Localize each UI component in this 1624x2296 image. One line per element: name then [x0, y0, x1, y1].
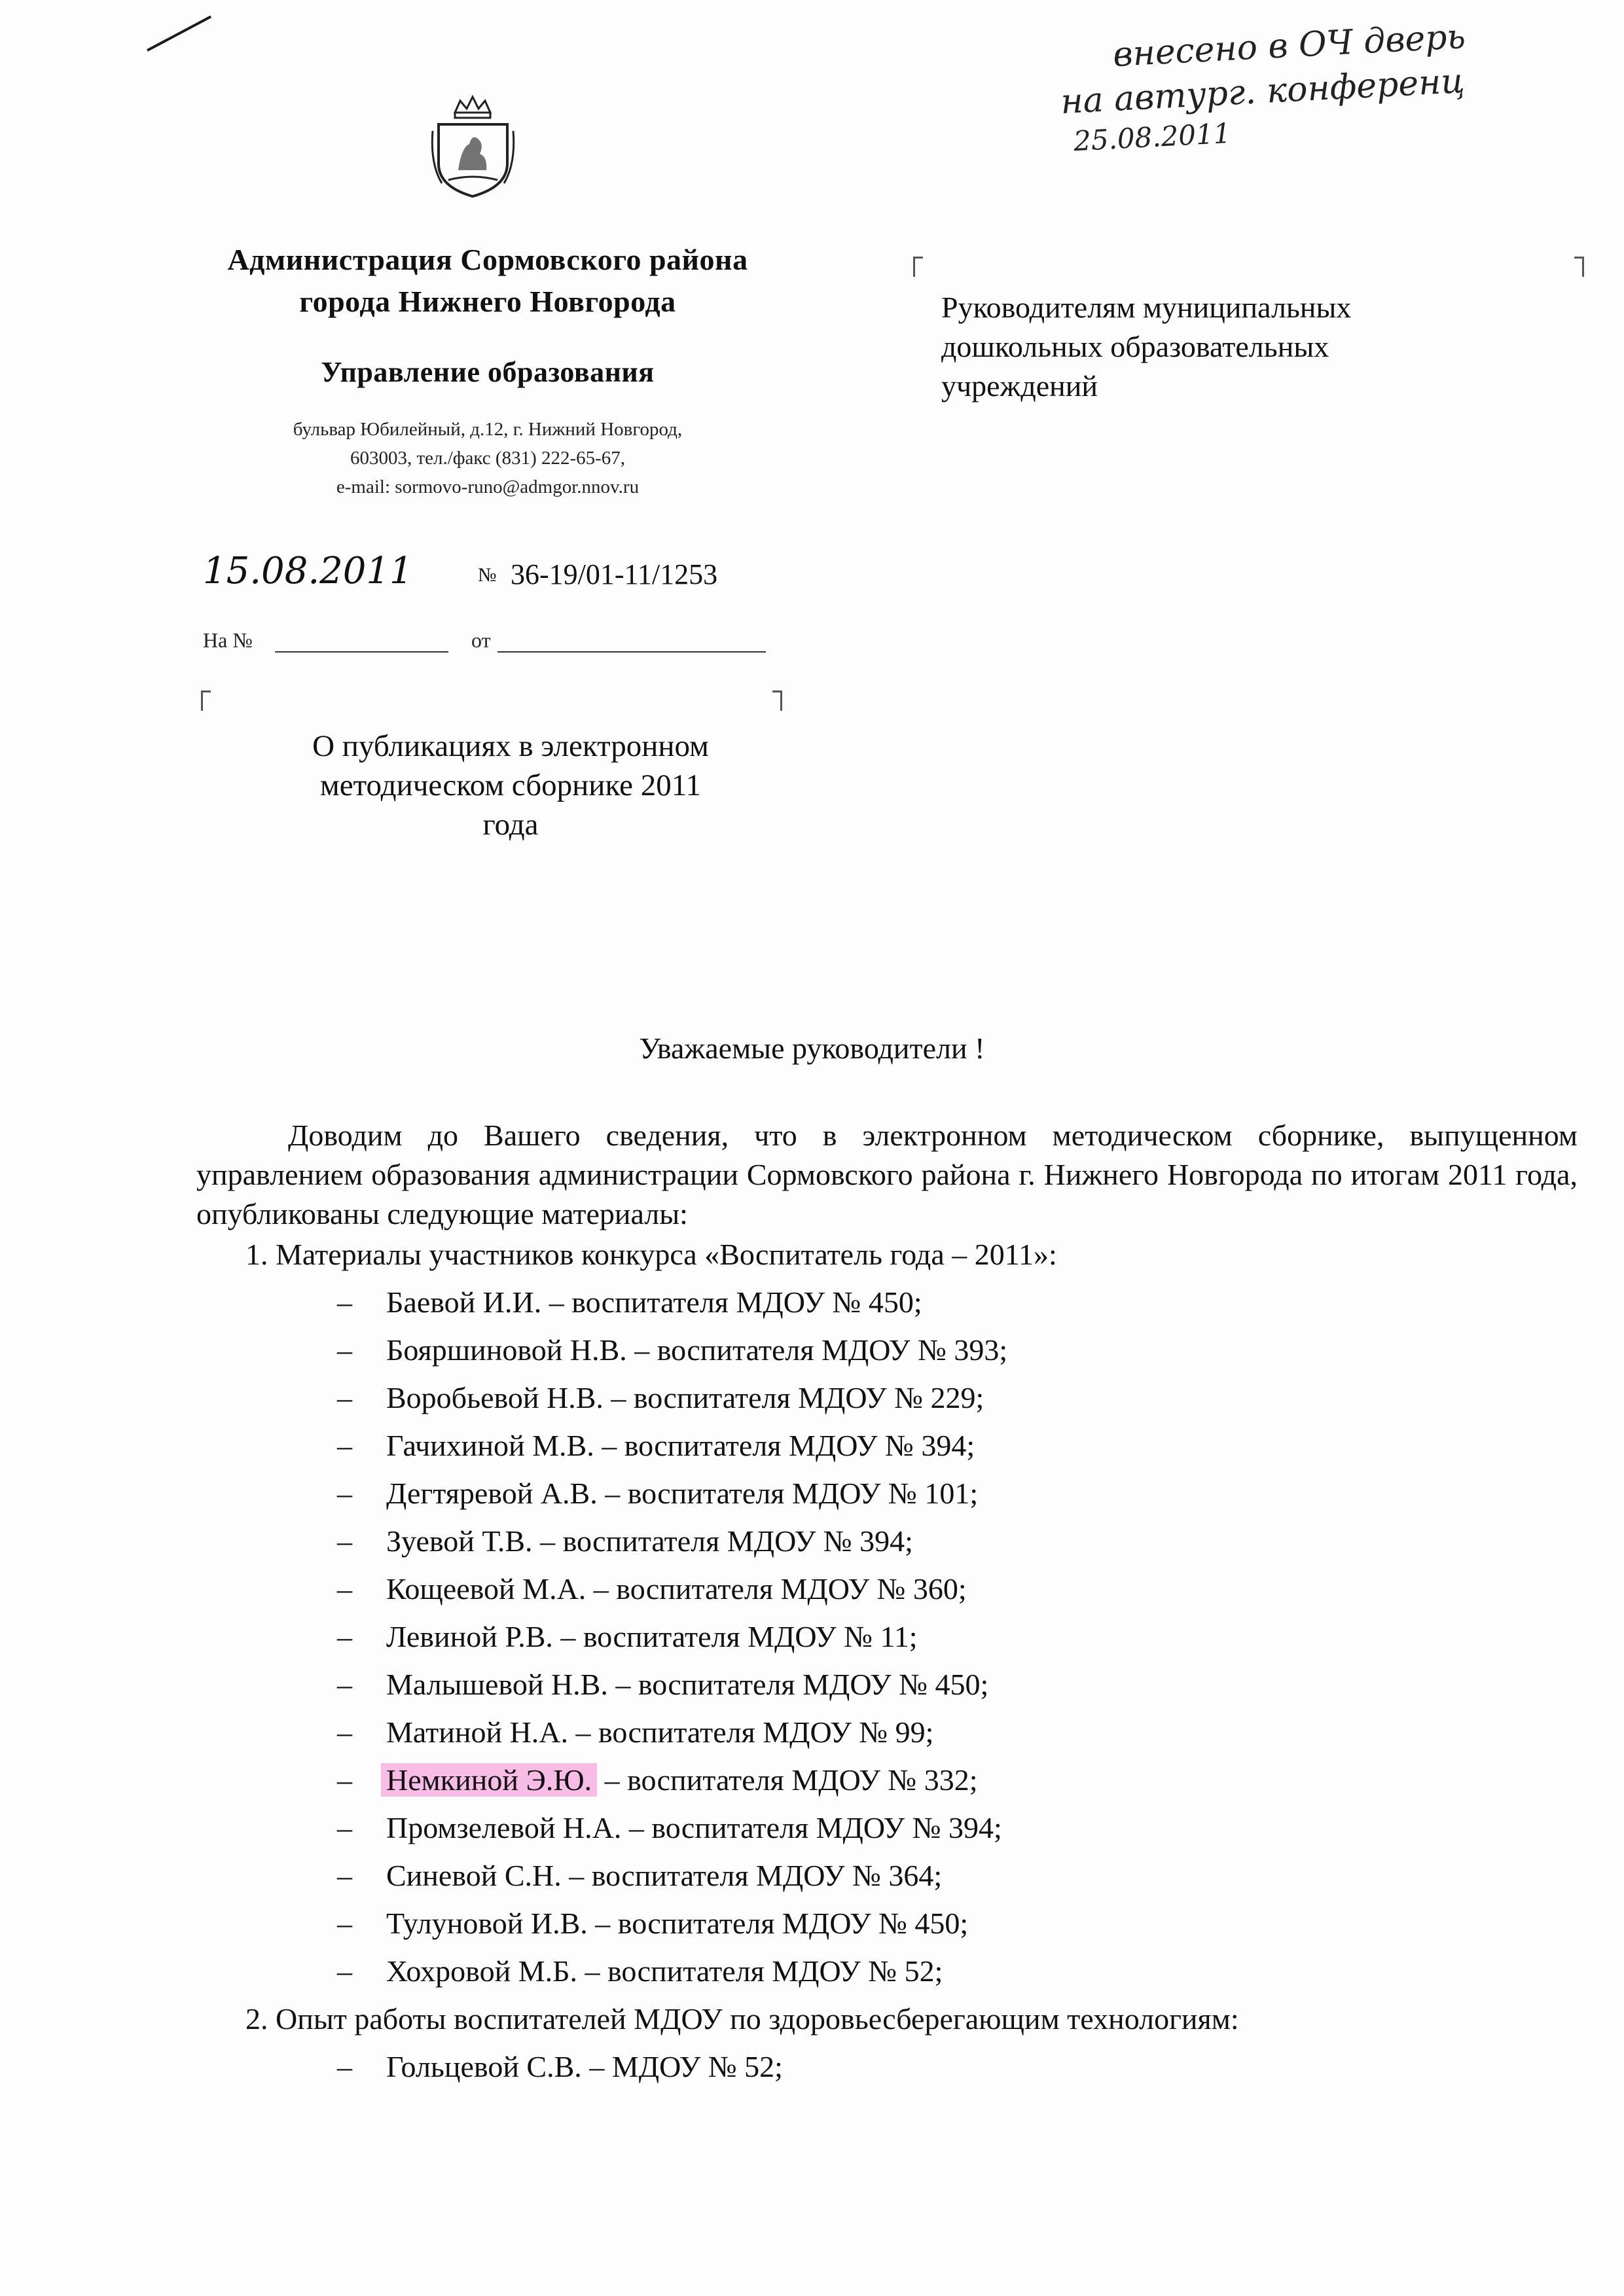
handwritten-note-line3: 25.08.2011: [1072, 117, 1232, 158]
addressee-line3: учреждений: [941, 369, 1098, 403]
handwritten-note-line1: внесено в ОЧ дверь: [1111, 16, 1467, 75]
list-item: – Бояршиновой Н.В. – воспитателя МДОУ № 393;: [337, 1333, 1008, 1367]
incoming-date-label: от: [471, 628, 491, 652]
address-line2: 603003, тел./факс (831) 222-65-67,: [350, 448, 626, 469]
list-item: – Дегтяревой А.В. – воспитателя МДОУ № 101;: [337, 1477, 979, 1510]
list-item: – Матиной Н.А. – воспитателя МДОУ № 99;: [337, 1715, 934, 1749]
intro-paragraph: Доводим до Вашего сведения, что в электронном методическом сборнике, выпущенном управлением образования администрации Сормовского района г. Нижнего Новгорода по итогам 2011 года, опубликованы следующие материалы:: [196, 1119, 1578, 1230]
section-2-heading: 2. Опыт работы воспитателей МДОУ по здоровьесберегающим технологиям:: [245, 2002, 1239, 2036]
handwritten-note-line2: на автург. конференц: [1059, 61, 1466, 122]
corner-bracket-right: [772, 691, 782, 711]
corner-bracket-left: [201, 691, 211, 711]
org-name-line1: Администрация Сормовского района: [227, 243, 748, 276]
corner-bracket-right: [1574, 257, 1584, 277]
list-item: – Кощеевой М.А. – воспитателя МДОУ № 360;: [337, 1572, 967, 1605]
list-item: – Синевой С.Н. – воспитателя МДОУ № 364;: [337, 1859, 943, 1892]
addressee-line2: дошкольных образовательных: [941, 330, 1329, 363]
list-item: – Промзелевой Н.А. – воспитателя МДОУ № 394;: [337, 1811, 1002, 1844]
letter-subject: [216, 726, 805, 844]
letter-number: 36-19/01-11/1253: [511, 558, 718, 590]
subject-line2: методическом сборнике 2011: [320, 768, 701, 802]
pen-mark: [147, 16, 211, 52]
list-item: – Зуевой Т.В. – воспитателя МДОУ № 394;: [337, 1524, 913, 1558]
incoming-number-label: На №: [203, 628, 253, 652]
list-item: – Баевой И.И. – воспитателя МДОУ № 450;: [337, 1285, 922, 1319]
addressee-line1: Руководителям муниципальных: [941, 291, 1352, 324]
list-item-highlighted: – Немкиной Э.Ю. – воспитателя МДОУ № 332;: [337, 1763, 978, 1797]
list-item: – Тулуновой И.В. – воспитателя МДОУ № 450;: [337, 1907, 969, 1940]
highlighted-name: Немкиной Э.Ю.: [381, 1763, 597, 1797]
coat-of-arms-icon: [429, 92, 517, 200]
salutation: Уважаемые руководители !: [639, 1031, 985, 1065]
outgoing-reference: [203, 550, 825, 596]
subject-line1: О публикациях в электронном: [312, 729, 709, 763]
department-name: Управление образования: [321, 356, 655, 388]
incoming-date-blank: [497, 651, 766, 653]
list-item: – Левиной Р.В. – воспитателя МДОУ № 11;: [337, 1620, 918, 1653]
letter-date: 15.08.2011: [203, 550, 413, 592]
incoming-reference: [203, 628, 792, 668]
list-item: – Гачихиной М.В. – воспитателя МДОУ № 394;: [337, 1429, 975, 1462]
address-block: [177, 415, 799, 501]
address-line3: e-mail: sormovo-runo@admgor.nnov.ru: [336, 476, 640, 497]
list-item: – Гольцевой С.В. – МДОУ № 52;: [337, 2050, 783, 2083]
list-item: – Малышевой Н.В. – воспитателя МДОУ № 450;: [337, 1668, 989, 1701]
section-1-heading: 1. Материалы участников конкурса «Воспитатель года – 2011»:: [245, 1238, 1057, 1271]
addressee-block: [941, 288, 1530, 406]
letterhead: [177, 239, 799, 501]
corner-bracket-left: [913, 257, 923, 277]
list-item: – Воробьевой Н.В. – воспитателя МДОУ № 229;: [337, 1381, 984, 1414]
number-sign: №: [478, 564, 497, 586]
incoming-number-blank: [275, 651, 448, 653]
org-name-line2: города Нижнего Новгорода: [299, 285, 676, 318]
list-item: – Хохровой М.Б. – воспитателя МДОУ № 52;: [337, 1954, 943, 1988]
subject-line3: года: [482, 808, 539, 842]
address-line1: бульвар Юбилейный, д.12, г. Нижний Новгород,: [293, 419, 683, 440]
